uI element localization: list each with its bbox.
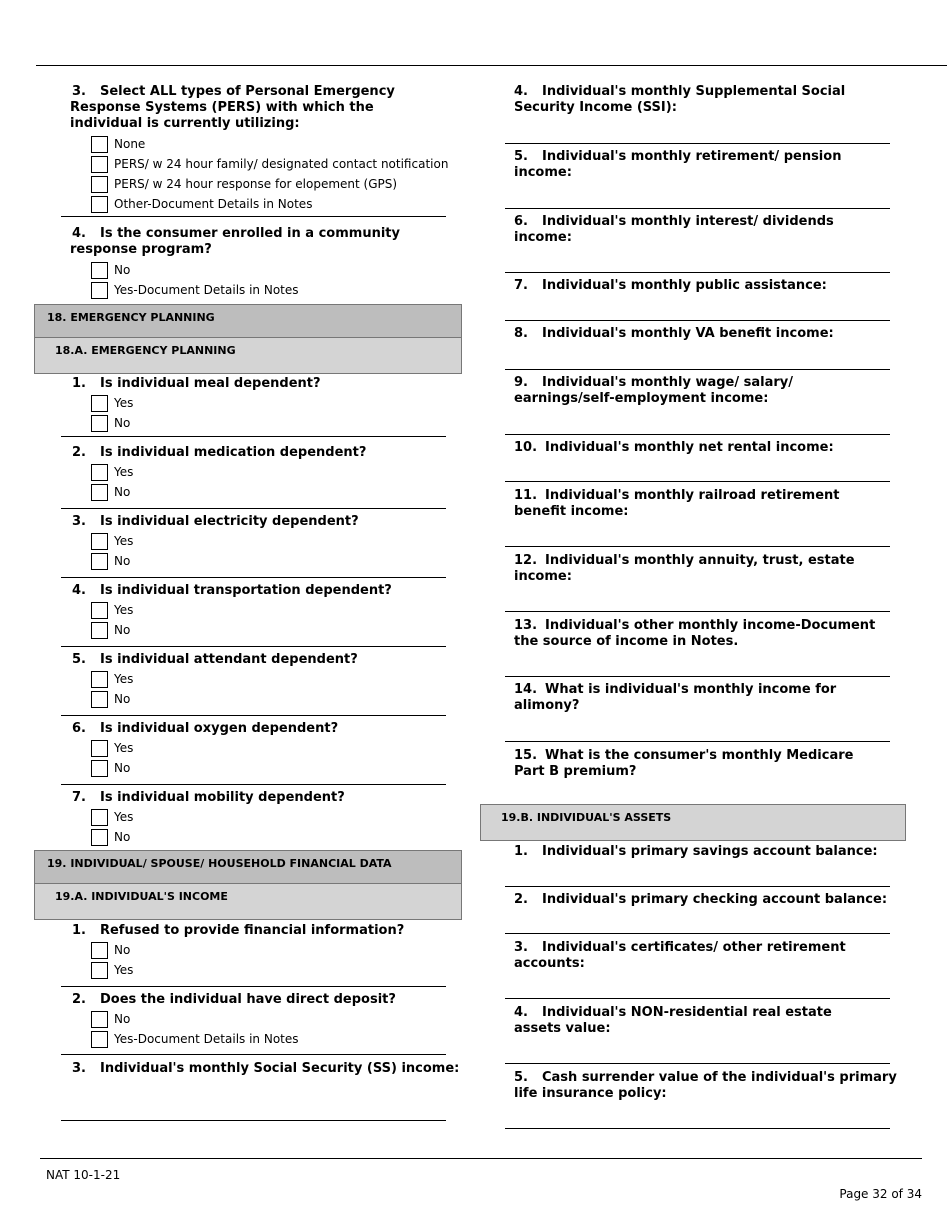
option-label: No <box>114 416 131 430</box>
question-text: Individual's NON-residential real estate assets value: <box>514 1005 832 1036</box>
option-no[interactable] <box>91 414 130 432</box>
footer-rule <box>40 1158 922 1159</box>
option-yes[interactable] <box>91 670 133 688</box>
answer-line[interactable] <box>505 1128 890 1129</box>
question-interest-income <box>514 214 894 246</box>
option-label: Yes <box>114 810 134 824</box>
question-public-assistance <box>514 278 894 294</box>
checkbox[interactable] <box>91 1011 108 1028</box>
question-number: 3. <box>514 940 528 955</box>
question-text: Individual's monthly net rental income: <box>545 440 834 455</box>
option-community-yes[interactable] <box>91 281 299 299</box>
checkbox[interactable] <box>91 156 108 173</box>
option-no[interactable] <box>91 483 130 501</box>
question-text: Individual's monthly interest/ dividends income: <box>514 214 834 245</box>
option-yes[interactable] <box>91 961 133 979</box>
option-label: Yes <box>114 963 134 977</box>
question-ssi-income <box>514 84 894 116</box>
option-label: No <box>114 485 131 499</box>
question-text: Is individual meal dependent? <box>99 376 321 391</box>
question-number: 11. <box>514 488 538 503</box>
question-text: Is individual transportation dependent? <box>99 583 392 598</box>
question-meal <box>70 376 321 392</box>
divider <box>61 1054 446 1055</box>
option-pers-gps[interactable] <box>91 175 397 193</box>
question-checking-balance <box>514 892 894 908</box>
question-community-response <box>70 226 445 258</box>
question-text: Individual's monthly railroad retirement benefit income: <box>514 488 840 519</box>
answer-line[interactable] <box>505 208 890 209</box>
question-text: Cash surrender value of the individual's primary life insurance policy: <box>514 1070 897 1101</box>
question-text: Individual's monthly wage/ salary/ earnings/self-employment income: <box>514 375 794 406</box>
divider <box>61 436 446 437</box>
answer-line[interactable] <box>505 933 890 934</box>
checkbox[interactable] <box>91 464 108 481</box>
option-yes[interactable] <box>91 739 133 757</box>
checkbox[interactable] <box>91 671 108 688</box>
question-text: Is individual electricity dependent? <box>99 514 359 529</box>
divider <box>61 784 446 785</box>
question-text: Individual's monthly retirement/ pension income: <box>514 149 842 180</box>
option-label: No <box>114 623 131 637</box>
question-direct-deposit <box>70 992 396 1008</box>
answer-line[interactable] <box>505 434 890 435</box>
question-attendant <box>70 652 358 668</box>
section-header-19: 19. INDIVIDUAL/ SPOUSE/ HOUSEHOLD FINANCIAL DATA <box>34 850 462 884</box>
checkbox[interactable] <box>91 262 108 279</box>
checkbox[interactable] <box>91 196 108 213</box>
question-transportation <box>70 583 392 599</box>
question-text: Is individual oxygen dependent? <box>99 721 339 736</box>
question-number: 2. <box>72 992 86 1007</box>
question-railroad-income <box>514 488 884 520</box>
checkbox[interactable] <box>91 282 108 299</box>
option-label: No <box>114 692 131 706</box>
question-text: Individual's primary savings account balance: <box>541 844 878 859</box>
option-label: No <box>114 830 131 844</box>
option-pers-none[interactable] <box>91 135 145 153</box>
answer-line[interactable] <box>505 320 890 321</box>
option-yes[interactable] <box>91 808 133 826</box>
checkbox[interactable] <box>91 809 108 826</box>
question-text: Is the consumer enrolled in a community response program? <box>70 226 400 257</box>
question-life-insurance-value <box>514 1070 899 1102</box>
option-no[interactable] <box>91 621 130 639</box>
divider <box>61 216 446 217</box>
section-header-19a: 19.A. INDIVIDUAL'S INCOME <box>34 883 462 920</box>
top-rule <box>36 65 947 66</box>
divider <box>61 577 446 578</box>
option-label: Other-Document Details in Notes <box>114 197 313 211</box>
question-medicare-premium <box>514 748 884 780</box>
answer-line[interactable] <box>505 546 890 547</box>
option-label: No <box>114 943 131 957</box>
question-text: Individual's monthly annuity, trust, estate income: <box>514 553 855 584</box>
question-rental-income <box>514 440 894 456</box>
option-label: Yes <box>114 465 134 479</box>
checkbox[interactable] <box>91 760 108 777</box>
question-number: 13. <box>514 618 538 633</box>
question-text: Is individual medication dependent? <box>99 445 367 460</box>
checkbox[interactable] <box>91 1031 108 1048</box>
question-oxygen <box>70 721 338 737</box>
question-number: 5. <box>514 1070 528 1085</box>
option-label: None <box>114 137 146 151</box>
question-number: 4. <box>514 1005 528 1020</box>
option-label: PERS/ w 24 hour family/ designated contact notification <box>114 157 449 171</box>
option-label: Yes <box>114 534 134 548</box>
question-text: Does the individual have direct deposit? <box>99 992 396 1007</box>
question-ss-income <box>70 1061 459 1077</box>
answer-line[interactable] <box>61 1120 446 1121</box>
checkbox[interactable] <box>91 176 108 193</box>
question-text: Individual's certificates/ other retirement accounts: <box>514 940 846 971</box>
option-label: PERS/ w 24 hour response for elopement (GPS) <box>114 177 398 191</box>
answer-line[interactable] <box>505 611 890 612</box>
checkbox[interactable] <box>91 415 108 432</box>
answer-line[interactable] <box>505 886 890 887</box>
option-no[interactable] <box>91 828 130 846</box>
option-yes-notes[interactable] <box>91 1030 299 1048</box>
question-retirement-accounts <box>514 940 904 972</box>
section-header-19b: 19.B. INDIVIDUAL'S ASSETS <box>480 804 906 841</box>
checkbox[interactable] <box>91 395 108 412</box>
option-label: No <box>114 761 131 775</box>
option-label: No <box>114 263 131 277</box>
answer-line[interactable] <box>505 272 890 273</box>
question-number: 4. <box>514 84 528 99</box>
option-no[interactable] <box>91 941 130 959</box>
option-label: No <box>114 554 131 568</box>
question-number: 3. <box>72 84 86 99</box>
option-no[interactable] <box>91 1010 130 1028</box>
question-text: Refused to provide financial information? <box>99 923 405 938</box>
form-id: NAT 10-1-21 <box>46 1168 121 1182</box>
question-text: Individual's monthly Social Security (SS) income: <box>99 1061 460 1076</box>
question-number: 2. <box>514 892 528 907</box>
question-number: 2. <box>72 445 86 460</box>
question-savings-balance <box>514 844 894 860</box>
answer-line[interactable] <box>505 998 890 999</box>
question-number: 4. <box>72 583 86 598</box>
question-text: Is individual attendant dependent? <box>99 652 358 667</box>
checkbox[interactable] <box>91 622 108 639</box>
checkbox[interactable] <box>91 691 108 708</box>
answer-line[interactable] <box>505 143 890 144</box>
answer-line[interactable] <box>505 369 890 370</box>
question-number: 1. <box>72 923 86 938</box>
question-number: 5. <box>514 149 528 164</box>
question-number: 8. <box>514 326 528 341</box>
question-annuity-income <box>514 553 894 585</box>
option-label: Yes-Document Details in Notes <box>114 1032 299 1046</box>
divider <box>61 715 446 716</box>
question-number: 15. <box>514 748 538 763</box>
question-real-estate-value <box>514 1005 874 1037</box>
question-number: 7. <box>72 790 86 805</box>
option-no[interactable] <box>91 759 130 777</box>
question-alimony-income <box>514 682 894 714</box>
question-number: 9. <box>514 375 528 390</box>
question-number: 6. <box>514 214 528 229</box>
question-number: 5. <box>72 652 86 667</box>
checkbox[interactable] <box>91 553 108 570</box>
checkbox[interactable] <box>91 484 108 501</box>
question-text: Individual's primary checking account balance: <box>541 892 888 907</box>
question-wage-income <box>514 375 814 407</box>
question-number: 14. <box>514 682 538 697</box>
divider <box>61 508 446 509</box>
option-label: Yes-Document Details in Notes <box>114 283 299 297</box>
checkbox[interactable] <box>91 602 108 619</box>
question-number: 4. <box>72 226 86 241</box>
question-refused-financial <box>70 923 404 939</box>
checkbox[interactable] <box>91 829 108 846</box>
option-label: No <box>114 1012 131 1026</box>
question-number: 6. <box>72 721 86 736</box>
answer-line[interactable] <box>505 676 890 677</box>
option-yes[interactable] <box>91 601 133 619</box>
question-text: Individual's monthly public assistance: <box>541 278 827 293</box>
question-text: Individual's other monthly income-Document the source of income in Notes. <box>514 618 876 649</box>
page-number: Page 32 of 34 <box>839 1187 922 1201</box>
question-va-income <box>514 326 894 342</box>
question-number: 7. <box>514 278 528 293</box>
question-medication <box>70 445 366 461</box>
question-pension-income <box>514 149 894 181</box>
question-number: 3. <box>72 514 86 529</box>
option-label: Yes <box>114 741 134 755</box>
option-pers-other[interactable] <box>91 195 312 213</box>
option-community-no[interactable] <box>91 261 130 279</box>
question-text: What is the consumer's monthly Medicare Part B premium? <box>514 748 854 779</box>
option-label: Yes <box>114 672 134 686</box>
checkbox[interactable] <box>91 740 108 757</box>
option-yes[interactable] <box>91 463 133 481</box>
option-label: Yes <box>114 603 134 617</box>
question-text: What is individual's monthly income for alimony? <box>514 682 837 713</box>
question-number: 12. <box>514 553 538 568</box>
checkbox[interactable] <box>91 136 108 153</box>
option-no[interactable] <box>91 690 130 708</box>
checkbox[interactable] <box>91 942 108 959</box>
option-yes[interactable] <box>91 532 133 550</box>
option-pers-family[interactable] <box>91 155 448 173</box>
question-number: 3. <box>72 1061 86 1076</box>
question-number: 1. <box>72 376 86 391</box>
option-yes[interactable] <box>91 394 133 412</box>
question-number: 1. <box>514 844 528 859</box>
question-text: Individual's monthly Supplemental Social Security Income (SSI): <box>514 84 846 115</box>
divider <box>61 646 446 647</box>
checkbox[interactable] <box>91 533 108 550</box>
option-label: Yes <box>114 396 134 410</box>
question-text: Individual's monthly VA benefit income: <box>541 326 834 341</box>
section-header-18a: 18.A. EMERGENCY PLANNING <box>34 337 462 374</box>
option-no[interactable] <box>91 552 130 570</box>
answer-line[interactable] <box>505 741 890 742</box>
question-text: Select ALL types of Personal Emergency Response Systems (PERS) with which the individual is currently utilizing: <box>70 84 395 131</box>
question-number: 10. <box>514 440 538 455</box>
question-other-income <box>514 618 884 650</box>
checkbox[interactable] <box>91 962 108 979</box>
section-header-18: 18. EMERGENCY PLANNING <box>34 304 462 338</box>
question-pers-types <box>70 84 445 132</box>
answer-line[interactable] <box>505 1063 890 1064</box>
question-electricity <box>70 514 359 530</box>
answer-line[interactable] <box>505 481 890 482</box>
divider <box>61 986 446 987</box>
question-text: Is individual mobility dependent? <box>99 790 345 805</box>
question-mobility <box>70 790 345 806</box>
